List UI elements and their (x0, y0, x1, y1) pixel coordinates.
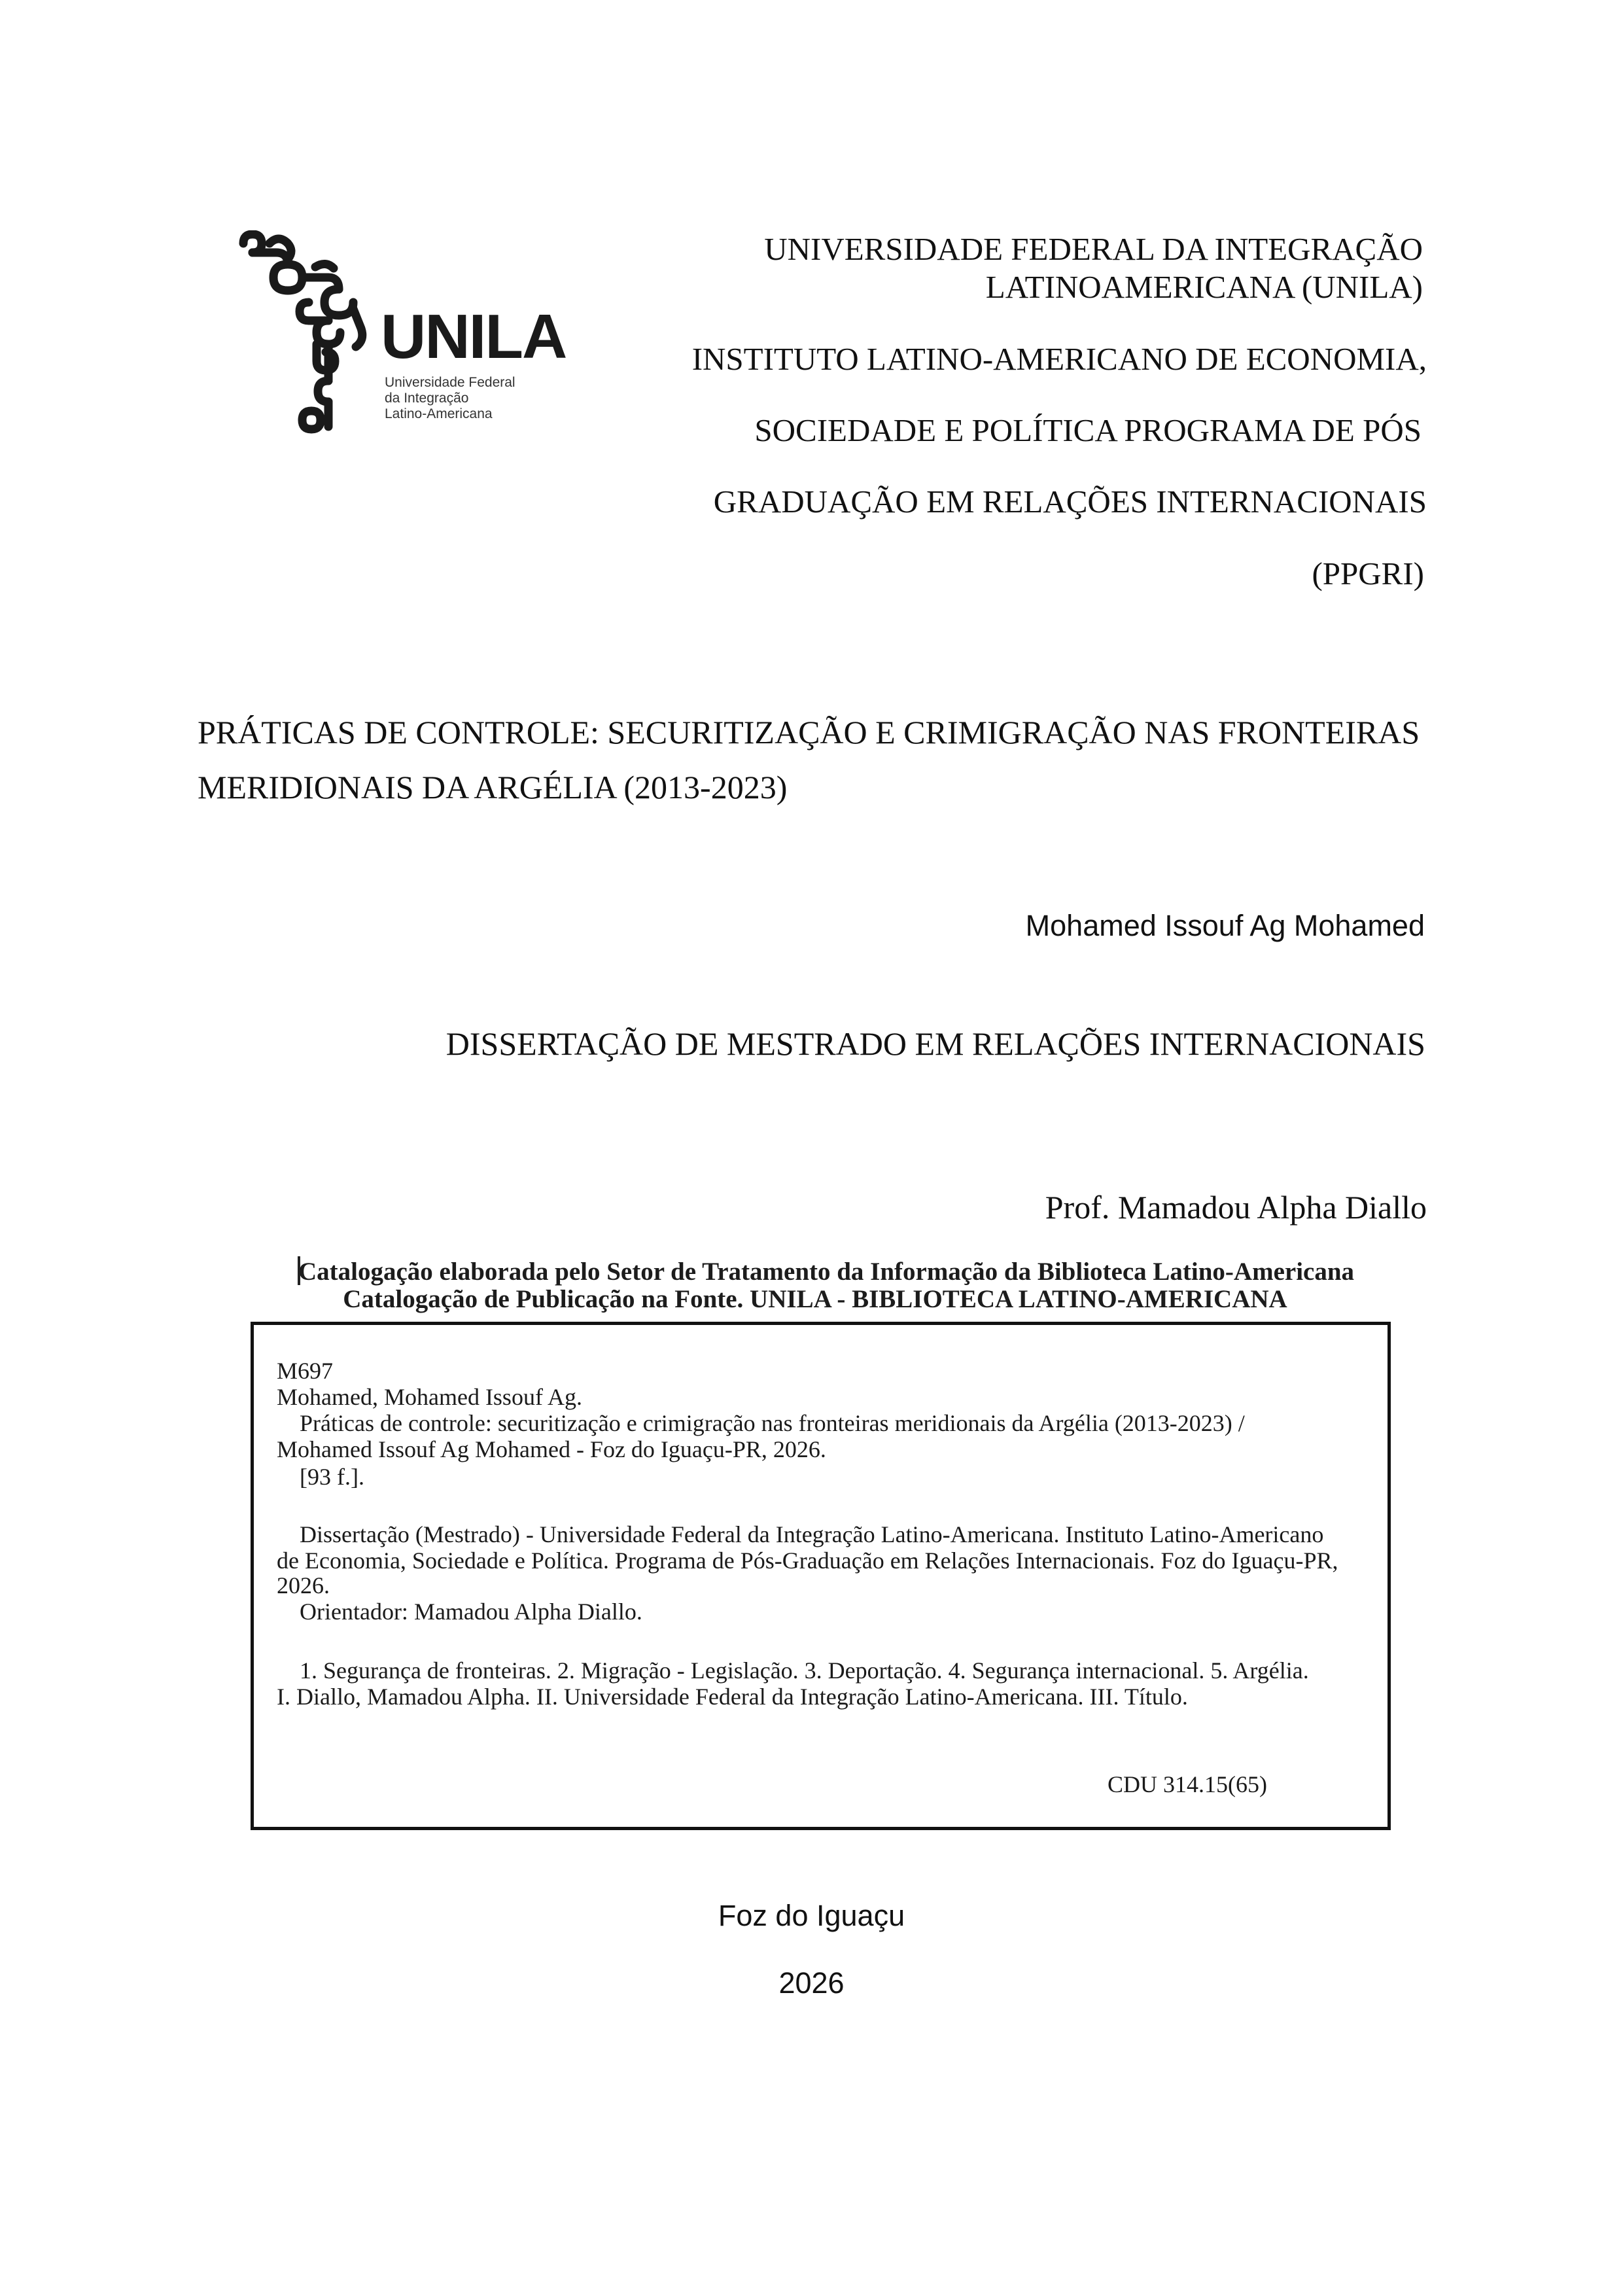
footer-year: 2026 (778, 1966, 845, 2000)
catalog-header-line-1: Catalogação elaborada pelo Setor de Tratamento da Informação da Biblioteca Latino-Americana (298, 1258, 1355, 1286)
logo-subtitle-line-2: da Integração (385, 391, 469, 406)
thesis-title-line-1: PRÁTICAS DE CONTROLE: SECURITIZAÇÃO E CRIMIGRAÇÃO NAS FRONTEIRAS (198, 714, 1420, 751)
unila-emblem-icon (230, 230, 381, 440)
catalog-subjects-line-1: 1. Segurança de fronteiras. 2. Migração - Legislação. 3. Deportação. 4. Segurança internacional. 5. Argélia. (300, 1657, 1309, 1684)
author-name: Mohamed Issouf Ag Mohamed (1025, 909, 1425, 942)
institution-line-1: UNIVERSIDADE FEDERAL DA INTEGRAÇÃO (764, 231, 1423, 267)
institution-line-4: SOCIEDADE E POLÍTICA PROGRAMA DE PÓS (754, 412, 1422, 448)
catalog-title-line-1: Práticas de controle: securitização e crimigração nas fronteiras meridionais da Argélia (2013-2023) / (300, 1410, 1245, 1436)
catalog-header-line-2: Catalogação de Publicação na Fonte. UNILA - BIBLIOTECA LATINO-AMERICANA (343, 1285, 1287, 1313)
catalog-title-line-2: Mohamed Issouf Ag Mohamed - Foz do Iguaçu-PR, 2026. (277, 1436, 826, 1462)
thesis-title-line-2: MERIDIONAIS DA ARGÉLIA (2013-2023) (198, 769, 788, 805)
catalog-advisor-note: Orientador: Mamadou Alpha Diallo. (300, 1598, 642, 1625)
catalog-note-line-3: 2026. (277, 1572, 330, 1598)
catalog-note-line-1: Dissertação (Mestrado) - Universidade Federal da Integração Latino-Americana. Instituto Latino-Americano (300, 1521, 1324, 1547)
degree-statement: DISSERTAÇÃO DE MESTRADO EM RELAÇÕES INTERNACIONAIS (445, 1025, 1425, 1062)
institution-line-5: GRADUAÇÃO EM RELAÇÕES INTERNACIONAIS (713, 484, 1427, 520)
institution-line-6: (PPGRI) (1312, 556, 1424, 592)
catalog-card (251, 1322, 1391, 1830)
catalog-cdu: CDU 314.15(65) (1108, 1771, 1267, 1797)
catalog-call-number: M697 (277, 1358, 334, 1384)
footer-city: Foz do Iguaçu (718, 1899, 905, 1932)
logo-subtitle-line-3: Latino-Americana (385, 406, 493, 421)
logo-wordmark: UNILA (381, 302, 567, 372)
institution-line-3: INSTITUTO LATINO-AMERICANO DE ECONOMIA, (691, 341, 1427, 377)
catalog-subjects-line-2: I. Diallo, Mamadou Alpha. II. Universidade Federal da Integração Latino-Americana. III. Título. (277, 1684, 1188, 1710)
catalog-note-line-2: de Economia, Sociedade e Política. Programa de Pós-Graduação em Relações Internacionais. Foz do Iguaçu-PR, (277, 1547, 1338, 1574)
institution-line-2: LATINOAMERICANA (UNILA) (985, 269, 1423, 305)
catalog-extent: [93 f.]. (300, 1464, 364, 1490)
advisor-name: Prof. Mamadou Alpha Diallo (1045, 1189, 1427, 1226)
catalog-main-entry: Mohamed, Mohamed Issouf Ag. (277, 1384, 582, 1410)
unila-logo (230, 230, 567, 440)
logo-subtitle-line-1: Universidade Federal (385, 375, 515, 390)
